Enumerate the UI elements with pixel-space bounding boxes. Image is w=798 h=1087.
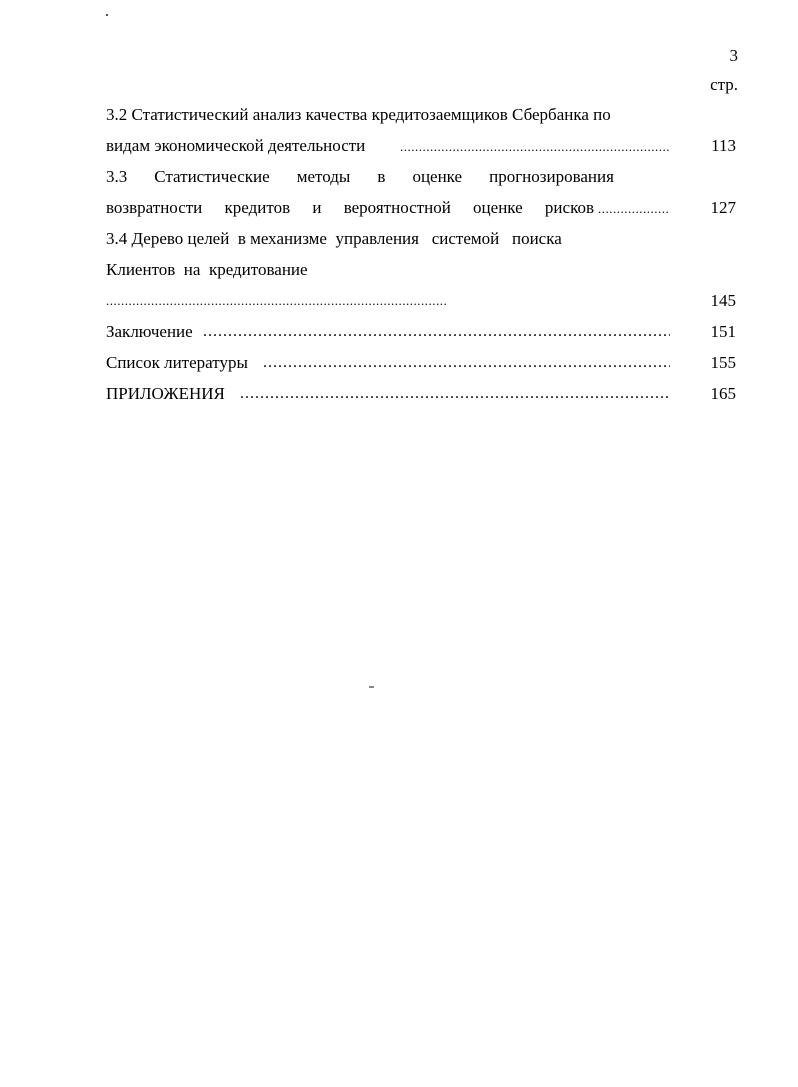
toc-word: возвратности — [106, 198, 203, 217]
toc-leader-dots — [598, 202, 670, 215]
toc-entry-3-3-line2 — [106, 199, 594, 216]
toc-word: рисков — [544, 198, 594, 217]
toc-word: 3.3 — [106, 167, 128, 186]
toc-word: и — [312, 198, 322, 217]
page-number: 3 — [729, 46, 738, 65]
toc-word: оценке — [412, 167, 463, 186]
toc-entry-3-4-line1: 3.4 Дерево целей в механизме управления системой поиска — [106, 229, 562, 248]
toc-entry-appendices-page: 165 — [710, 384, 736, 403]
toc-entry-3-3-page: 127 — [710, 198, 736, 217]
scan-speck — [106, 14, 108, 16]
toc-entry-3-2-page: 113 — [711, 136, 736, 155]
toc-entry-appendices: ПРИЛОЖЕНИЯ — [106, 384, 225, 403]
toc-entry-3-4-line2: Клиентов на кредитование — [106, 260, 308, 279]
toc-word: вероятностной — [343, 198, 451, 217]
toc-leader-dots — [400, 140, 670, 153]
toc-leader-dots — [106, 294, 446, 307]
toc-word: прогнозирования — [489, 167, 614, 186]
toc-entry-3-4-page: 145 — [710, 291, 736, 310]
toc-entry-conclusion: Заключение — [106, 322, 193, 341]
toc-leader-dots — [240, 386, 670, 402]
toc-entry-references: Список литературы — [106, 353, 248, 372]
page-column-header: стр. — [710, 75, 738, 94]
toc-entry-conclusion-page: 151 — [710, 322, 736, 341]
toc-leader-dots — [263, 355, 670, 371]
toc-leader-dots — [203, 324, 670, 340]
toc-entry-references-page: 155 — [710, 353, 736, 372]
toc-word: оценке — [473, 198, 523, 217]
toc-word: в — [377, 167, 386, 186]
toc-entry-3-3-line1 — [106, 168, 614, 185]
toc-word: кредитов — [224, 198, 291, 217]
toc-entry-3-2-line2: видам экономической деятельности — [106, 136, 366, 155]
toc-word: Статистические — [154, 167, 270, 186]
toc-word: методы — [296, 167, 351, 186]
scan-speck — [369, 686, 374, 688]
toc-entry-3-2-line1: 3.2 Статистический анализ качества кредитозаемщиков Сбербанка по — [106, 105, 611, 124]
